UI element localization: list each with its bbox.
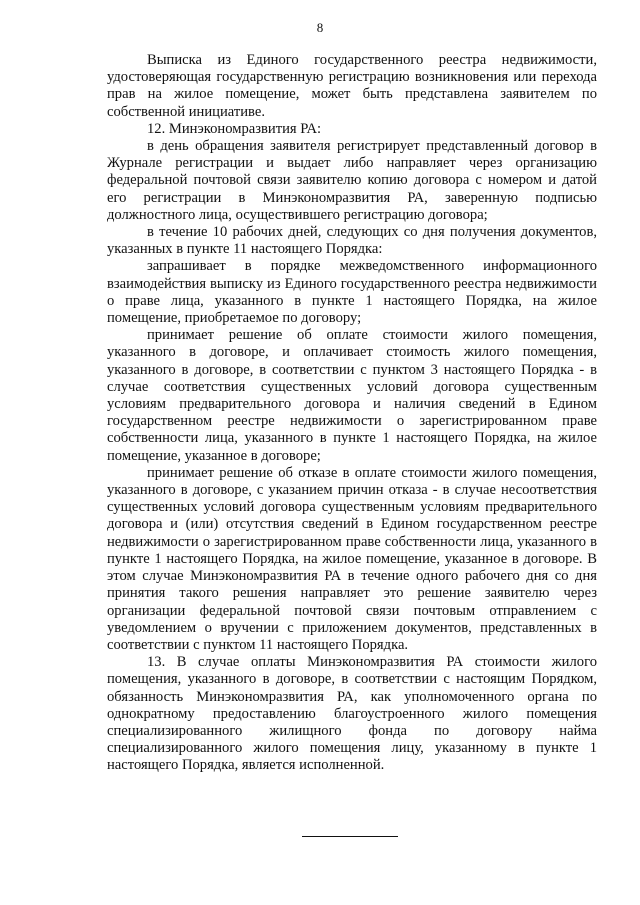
paragraph-section-13: 13. В случае оплаты Минэкономразвития РА стоимости жилого помещения, указанного в договоре, в соответствии с настоящим Порядком, обязанность Минэкономразвития РА, как уполномоченного органа по однократному предоставлению благоустроенного жилого помещения специализированного жилищного фонда по договору найма специализированного жилого помещения лицу, указанному в пункте 1 настоящего Порядка, является исполненной. [107,654,597,774]
paragraph-ten-working-days: в течение 10 рабочих дней, следующих со дня получения документов, указанных в пункте 11 настоящего Порядка: [107,224,597,258]
page-number: 8 [316,20,324,35]
footer-divider [302,836,398,837]
paragraph-payment-decision: принимает решение об оплате стоимости жилого помещения, указанного в договоре, и оплачивает стоимость жилого помещения, указанного в договоре, в соответствии с пунктом 3 настоящего Порядка - в случае соответствия существенных условий договора существенным условиям предварительного договора и наличия сведений в Едином государственном реестре недвижимости о зарегистрированном праве собственности лица, указанного в пункте 1 настоящего Порядка, на жилое помещение, указанное в договоре; [107,327,597,464]
paragraph-section-12-heading: 12. Минэкономразвития РА: [147,120,322,137]
paragraph-registration-day: в день обращения заявителя регистрирует представленный договор в Журнале регистрации и выдает либо направляет через организацию федеральной почтовой связи заявителю копию договора с номером и датой его регистрации в Минэкономразвития РА, заверенную подписью должностного лица, осуществившего регистрацию договора; [107,138,597,223]
paragraph-refusal-decision: принимает решение об отказе в оплате стоимости жилого помещения, указанного в договоре, с указанием причин отказа - в случае несоответствия существенных условий договора существенным условиям предварительного договора и (или) отсутствия сведений в Едином государственном реестре недвижимости о зарегистрированном праве собственности лица, указанного в пункте 1 настоящего Порядка, на жилое помещение, указанное в договоре. В этом случае Минэкономразвития РА в течение одного рабочего дня со дня принятия такого решения направляет это решение заявителю через организации федеральной почтовой связи почтовым отправлением с уведомлением о вручении с приложением документов, представленных в соответствии с пунктом 11 настоящего Порядка. [107,464,597,653]
paragraph-request-extract: запрашивает в порядке межведомственного информационного взаимодействия выписку из Единого государственного реестра недвижимости о праве лица, указанного в пункте 1 настоящего Порядка, на жилое помещение, приобретаемое по договору; [107,258,597,327]
paragraph-extract-note: Выписка из Единого государственного реестра недвижимости, удостоверяющая государственную регистрацию возникновения или перехода прав на жилое помещение, может быть представлена заявителем по собственной инициативе. [107,52,597,120]
document-body [107,52,597,775]
